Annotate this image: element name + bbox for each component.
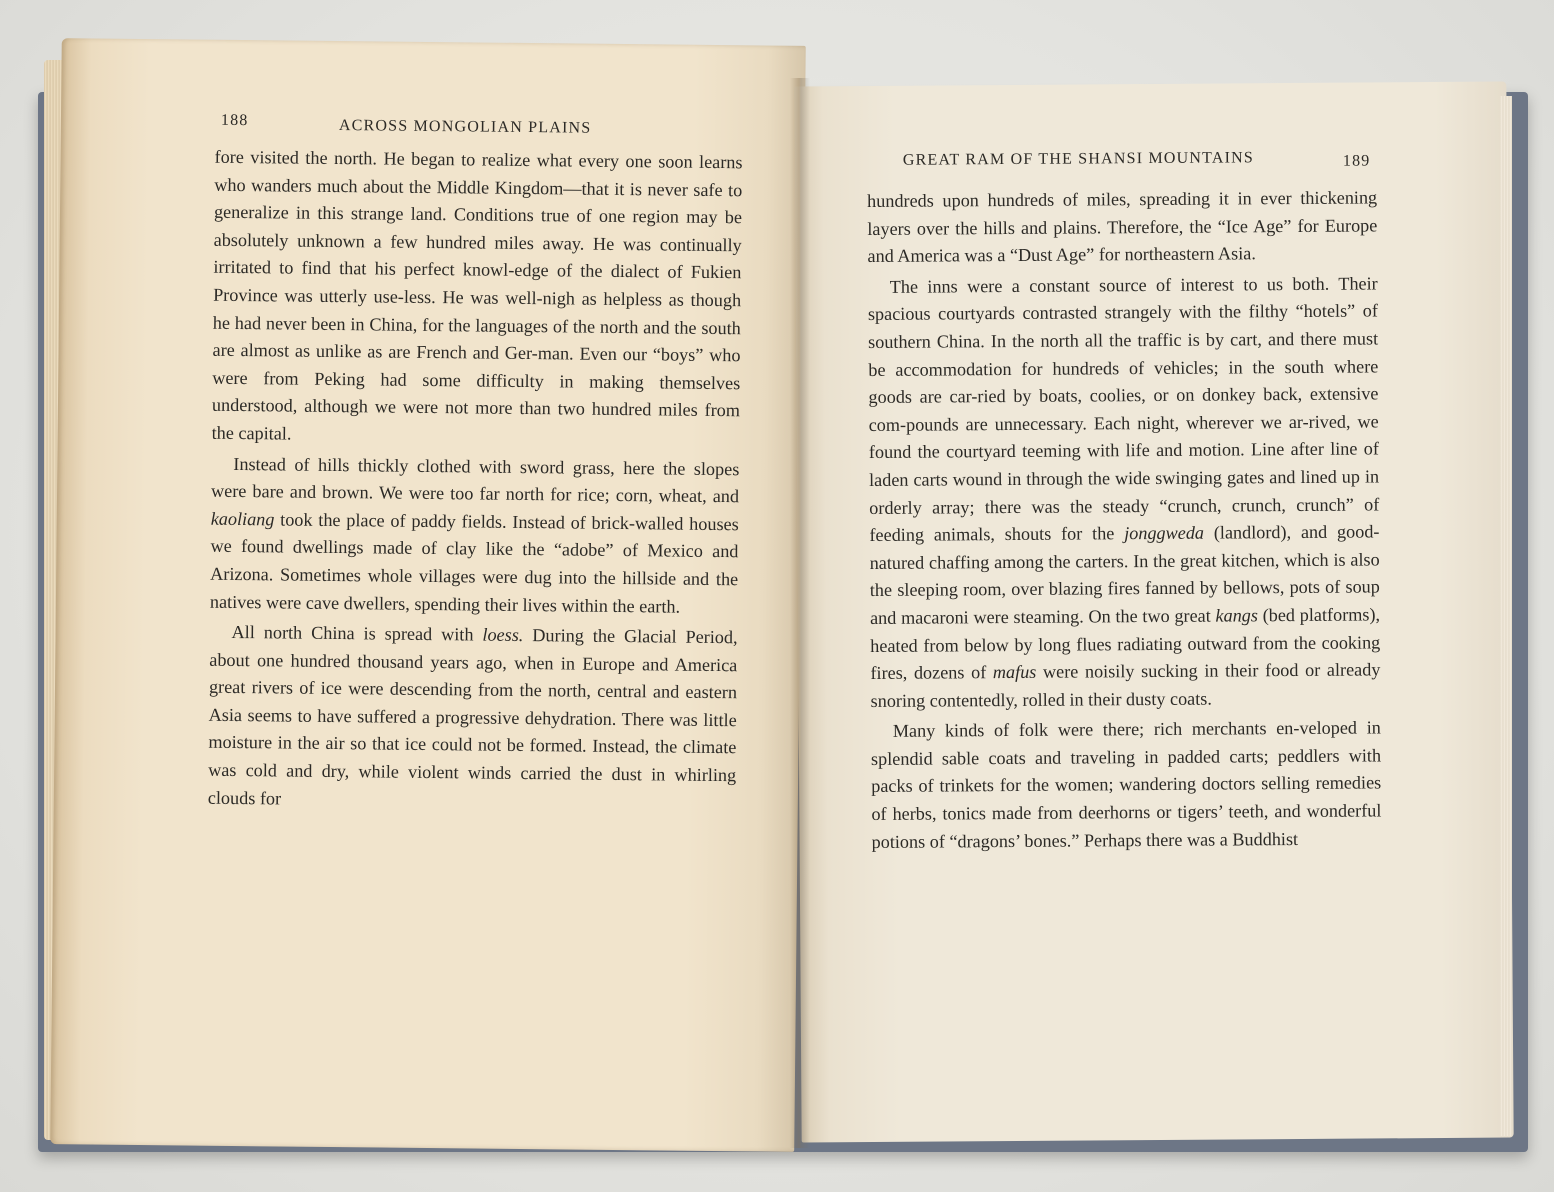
page-edges-right [1500,96,1512,1136]
text-run: All north China is spread with [231,622,483,645]
page-number-right: 189 [1342,152,1371,170]
text-run: Instead of hills thickly clothed with sword grass, here the slopes were bare and brown. We were too far north for rice; corn, wheat, and [210,453,740,507]
text-run: were noisily sucking in their food or already snoring contentedly, rolled in their dusty coats. [870,659,1381,711]
text-run: (landlord), and good-natured chaffing among the carters. In the great kitchen, which is also the sleeping room, over blazing fires fanned by bellows, pots of soup and macaroni were steaming. On the two great [869,521,1380,628]
text-run: fore visited the north. He began to realize what every one soon learns who wanders much about the Middle Kingdom—that it is never safe to generalize in this strange land. Conditions true of one region may be absolutely unknown a few hundred miles away. He was continually irritated to find that his perfect knowl-edge of the dialect of Fukien Province was utterly use-less. He was well-nigh as helpless as though he had never been in China, for the languages of the north and the south are almost as unlike as are French and Ger-man. Even our “boys” who were from Peking had some difficulty in making themselves understood, although we were not more than two hundred miles from the capital. [211,146,743,444]
body-text-left [208,144,743,818]
body-text-right [867,184,1382,856]
paragraph [868,270,1381,715]
paragraph [867,184,1378,270]
running-head-left: ACROSS MONGOLIAN PLAINS [338,117,592,137]
paragraph [208,619,738,818]
paragraph [871,715,1382,857]
text-run: hundreds upon hundreds of miles, spreading it in ever thickening layers over the hills and plains. Therefore, the “Ice Age” for Europe and America was a “Dust Age” for northeastern Asia. [867,187,1378,267]
text-run: took the place of paddy fields. Instead of brick-walled houses we found dwellings made of clay like the “adobe” of Mexico and Arizona. Sometimes whole villages were dug into the hillside and the natives were cave dwellers, spending their lives within the earth. [209,509,739,617]
running-head-right: GREAT RAM OF THE SHANSI MOUNTAINS [902,149,1254,169]
paragraph [210,450,740,621]
page-number-left: 188 [220,111,249,130]
left-page [50,38,806,1152]
right-page [794,82,1513,1143]
italic-term: loess. [482,624,524,646]
italic-term: jonggweda [1124,522,1205,544]
italic-term: kangs [1215,605,1259,626]
italic-term: mafus [992,661,1037,683]
paragraph [212,144,743,453]
text-run: (bed platforms), heated from below by long flues radiating outward from the cooking fires, dozens of [870,604,1381,684]
book-gutter [790,78,810,1148]
italic-term: kaoliang [210,508,275,530]
text-run: Many kinds of folk were there; rich merchants en-veloped in splendid sable coats and traveling in padded carts; peddlers with packs of trinkets for the women; wandering doctors selling remedies of herbs, tonics made from deerhorns or tigers’ teeth, and wonderful potions of “dragons’ bones.” Perhaps there was a Buddhist [870,717,1382,852]
text-run: During the Glacial Period, about one hundred thousand years ago, when in Europe and America great rivers of ice were descending from the north, central and eastern Asia seems to have suffered a progressive dehydration. There was little moisture in the air so that ice could not be formed. Instead, the climate was cold and dry, while violent winds carried the dust in whirling clouds for [207,625,738,809]
text-run: The inns were a constant source of interest to us both. Their spacious courtyards contrasted strangely with the filthy “hotels” of southern China. In the north all the traffic is by cart, and there must be accommodation for hundreds of vehicles; in the south where goods are car-ried by boats, coolies, or on donkey back, extensive com-pounds are unnecessary. Each night, wherever we ar-rived, we found the courtyard teeming with life and motion. Line after line of laden carts wound in through the wide swinging gates and lined up in orderly array; there was the steady “crunch, crunch, crunch” of feeding animals, shouts for the [867,273,1380,546]
